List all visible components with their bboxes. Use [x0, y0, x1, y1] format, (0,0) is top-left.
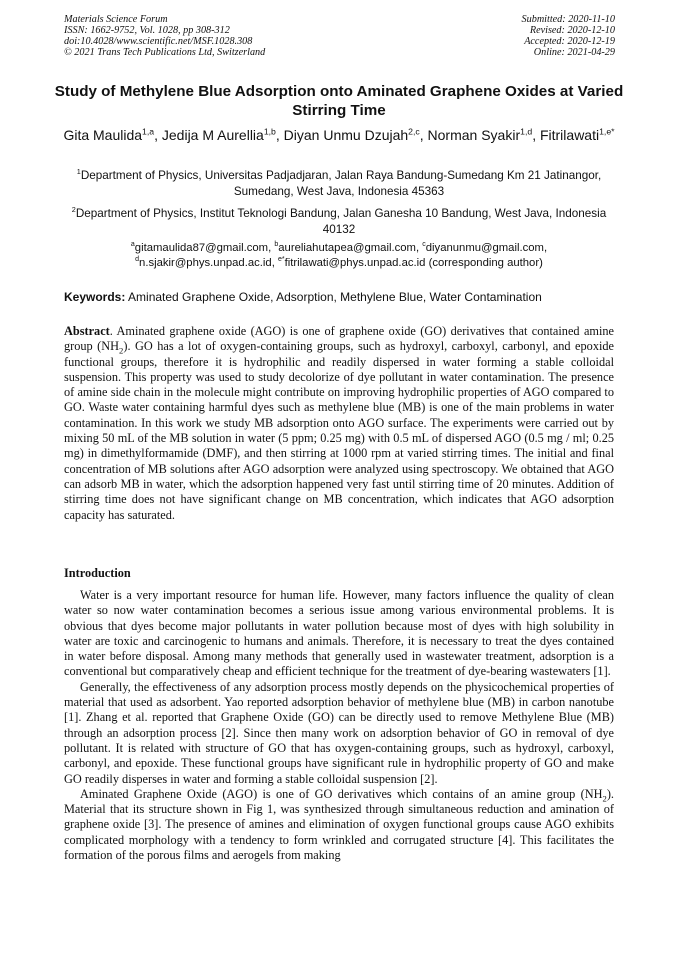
abstract-label: Abstract	[64, 324, 110, 338]
doi-line: doi:10.4028/www.scientific.net/MSF.1028.308	[64, 36, 253, 47]
submitted-date: Submitted: 2020-11-10	[521, 14, 615, 25]
introduction-heading: Introduction	[64, 566, 131, 580]
paragraph: Water is a very important resource for human life. However, many factors influence the quality of clean water so now water contamination becomes a serious issue among various environmental problems. It is obvious that dyes become major pollutants in water pollution because most of dyes with high solubility in water are toxic and carcinogenic to humans and animals. Therefore, it is necessary to treat the dyes contained in water before disposal. Among many methods that generally used in wastewater treatment, adsorption is a conventional but comparatively cheap and efficient technique for the treatment of dye-bearing wastewaters [1].	[64, 588, 614, 679]
accepted-date: Accepted: 2020-12-19	[524, 36, 615, 47]
journal-header	[64, 14, 265, 58]
revised-date: Revised: 2020-12-10	[529, 25, 615, 36]
affiliation-1: $^1$Department of Physics, Universitas Padjadjaran, Jalan Raya Bandung-Sumedang Km 21 Jatinangor, Sumedang, West Java, Indonesia 45363	[76, 167, 602, 198]
dates-header	[522, 14, 615, 58]
author: Gita Maulida$^{1,a}$,	[63, 126, 162, 143]
abstract: Abstract. Aminated graphene oxide (AGO) is one of graphene oxide (GO) derivatives that contained amine group $(NH_2)$. GO has a lot of oxygen-containing groups, such as hydroxyl, carboxyl, carbonyl, and epoxide functional groups, therefore it is hydrophilic and readily dispersed in water forming a stable colloidal suspension. This property was used to study decolorize of dye pollutant in water contamination. The presence of amine side chain in the molecule might contribute on improving hydrophilic properties of AGO compared to GO. Waste water containing harmful dyes such as methylene blue (MB) is one of the main problems in water contamination. In this work we study MB adsorption onto AGO surface. The experiments were carried out by mixing 50 mL of the MB solution in water (5 ppm; 0.25 mg) with 0.5 mL of dispersed AGO (0.5 mg / ml; 0.25 mg) in dimethylformamide (DMF), and then stirring at 1000 rpm at varied stirring times. The initial and final concentration of MB solutions after AGO adsorption were analyzed using spectroscopy. We obtained that AGO can adsorb MB in water, which the adsorption happened very fast until stirring time of 20 minutes. Addition of stirring time does not have significant change on MB concentration, which indicates that AGO adsorption capacity has saturated.	[64, 324, 614, 522]
author-list	[50, 126, 628, 145]
author: Fitrilawati$^{1,e*}$	[539, 126, 615, 143]
introduction-body	[64, 588, 614, 863]
online-date: Online: 2021-04-29	[533, 47, 615, 58]
author: Norman Syakir$^{1,d}$,	[427, 126, 540, 143]
keywords-text: Aminated Graphene Oxide, Adsorption, Methylene Blue, Water Contamination	[125, 290, 542, 304]
journal-name: Materials Science Forum	[64, 14, 168, 25]
paragraph: Generally, the effectiveness of any adsorption process mostly depends on the physicochemical properties of material that used as adsorbent. Yao reported adsorption behavior of methylene blue (MB) in carbon nanotube [1]. Zhang et al. reported that Graphene Oxide (GO) can be directly used to remove Methylene Blue (MB) through an adsorption process [2]. Since then many work on adsorption behavior of GO in removal of dye pollutant. It is related with structure of GO that has oxygen-containing groups, such as hydroxyl, carboxyl, carbonyl, and epoxide. These functional groups have significant rule in hydrophilic property of GO and make GO readily disperses in water and forming a stable colloidal suspension [2].	[64, 679, 614, 786]
author: Diyan Unmu Dzujah$^{2,c}$,	[283, 126, 428, 143]
author: Jedija M Aurellia$^{1,b}$,	[161, 126, 284, 143]
keywords-label: Keywords:	[64, 290, 126, 304]
paper-title: Study of Methylene Blue Adsorption onto Aminated Graphene Oxides at Varied Stirring Time	[54, 83, 624, 119]
affiliation-2: $^2$Department of Physics, Institut Teknologi Bandung, Jalan Ganesha 10 Bandung, West Java, Indonesia 40132	[71, 205, 607, 236]
email-list: $^a$gitamaulida87@gmail.com, $^b$aureliahutapea@gmail.com, $^c$diyanunmu@gmail.com, $^d$n.sjakir@phys.unpad.ac.id, $^{e*}$fitrilawati@phys.unpad.ac.id (corresponding author)	[130, 241, 548, 269]
copyright-line: © 2021 Trans Tech Publications Ltd, Switzerland	[64, 47, 266, 58]
paragraph: Aminated Graphene Oxide (AGO) is one of GO derivatives which contains of an amine group $(NH_2)$. Material that its structure shown in Fig 1, was synthesized through simultaneous reduction and amination of graphene oxide [3]. The presence of amines and elimination of oxygen functional groups cause AGO exhibits complicated morphology with a tendency to form wrinkled and corrugated structure [4]. This facilitates the formation of the porous films and aerogels from making	[64, 786, 614, 863]
issn-line: ISSN: 1662-9752, Vol. 1028, pp 308-312	[64, 25, 230, 36]
keywords	[64, 290, 616, 305]
